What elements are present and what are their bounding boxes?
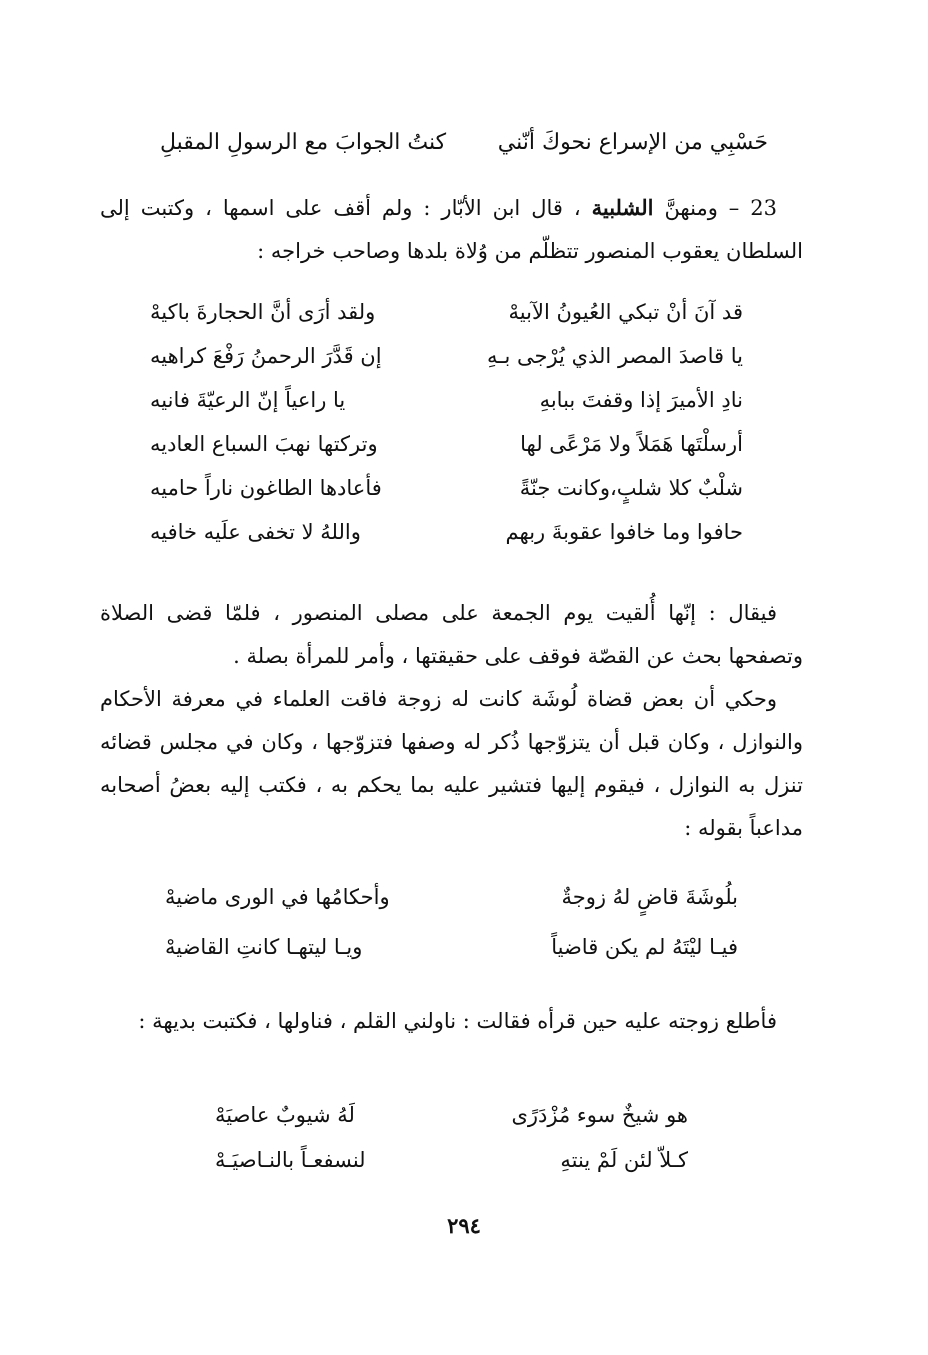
poem-line [150, 300, 743, 344]
hemistich-right: هو شيخٌ سوء مُزْدَرًى [511, 1103, 688, 1127]
hemistich-left: إن قَدَّرَ الرحمنُ رَفْعَ كراهيه [150, 344, 382, 368]
poem-line [150, 520, 743, 564]
poem-shilbiya [150, 300, 743, 564]
hemistich-right: فيـا ليْتَهُ لم يكن قاضياً [551, 935, 738, 959]
opening-verse [160, 132, 768, 154]
entry-number: 23 [750, 196, 777, 220]
hemistich-left: وتركتها نهبَ السباع العاديه [150, 432, 378, 456]
hemistich-left: لنسفعـاً بالنـاصيَـهْ [215, 1148, 366, 1172]
paragraph-wife-reply [100, 1000, 803, 1043]
hemistich-right: بلُوشَةَ قاضٍ لهُ زوجةٌ [561, 885, 738, 909]
hemistich-left: لَهُ شيوبٌ عاصيَهْ [215, 1103, 355, 1127]
hemistich-right: حافوا وما خافوا عقوبةَ ربهم [505, 520, 743, 544]
opening-verse-right: حَسْبِي من الإسراع نحوكَ أنّني [497, 130, 768, 155]
page-number: ٢٩٤ [447, 1213, 481, 1238]
hemistich-left: ولقد أرَى أنَّ الحجارةَ باكيهْ [150, 300, 376, 324]
poem-line [215, 1148, 688, 1193]
poem-line [150, 476, 743, 520]
hemistich-left: واللهُ لا تخفى علَيه خافيه [150, 520, 361, 544]
entry-name: الشلبية [591, 195, 654, 220]
entry-text: ، قال ابن الأبّار : ولم أقف على اسمها ، وكتبت إلى السلطان يعقوب المنصور تتظلّم من وُلاة بلدها وصاحب خراجه : [100, 196, 803, 263]
hemistich-right: أرسلْتَها هَمَلاً ولا مَرْعًى لها [520, 432, 743, 456]
hemistich-right: كـلاّ لئن لَمْ ينتهِ [560, 1148, 688, 1172]
hemistich-right: نادِ الأميرَ إذا وقفتَ ببابهِ [539, 388, 743, 412]
paragraph-lusha-judge: وحكي أن بعض قضاة لُوشَة كانت له زوجة فاقت العلماء في معرفة الأحكام والنوازل ، وكان قبل أن يتزوّجها ذُكر له وصفها فتزوّجها ، وكان في مجلس قضائه تنزل به النوازل ، فيقوم إليها فتشير عليه بما يحكم به ، فكتب إليه بعضُ أصحابه مداعباً بقوله : [100, 687, 803, 840]
poem-line [215, 1103, 688, 1148]
hemistich-left: فأعادها الطاغون ناراً حاميه [150, 476, 382, 500]
opening-verse-left: كنتُ الجوابَ مع الرسولِ المقبلِ [160, 130, 447, 155]
poem-wife [215, 1103, 688, 1193]
hemistich-left: ويـا ليتهـا كانتِ القاضيهْ [165, 935, 363, 959]
hemistich-right: يا قاصدَ المصر الذي يُرْجى بـهِ [487, 344, 743, 368]
hemistich-left: وأحكامُها في الورى ماضيهْ [165, 885, 390, 909]
paragraph-wife-reply-text: فأطلع زوجته عليه حين قرأه فقالت : ناولني القلم ، فناولها ، فكتبت بديهة : [138, 1009, 777, 1033]
entry-intro: – ومنهنَّ [664, 196, 740, 220]
poem-line [165, 885, 738, 935]
poem-line [150, 344, 743, 388]
paragraph-shilbiya [100, 186, 803, 273]
poem-line [150, 432, 743, 476]
paragraphs-middle [100, 592, 803, 850]
hemistich-right: شلْبٌ كلا شلبٍ،وكانت جنّةً [519, 476, 743, 500]
hemistich-left: يا راعياً إنّ الرعيّةَ فانيه [150, 388, 346, 412]
poem-lusha [165, 885, 738, 985]
poem-line [165, 935, 738, 985]
hemistich-right: قد آنَ أنْ تبكي العُيونُ الآبيهْ [508, 300, 743, 324]
paragraph-friday-prayer: فيقال : إنّها أُلقيت يوم الجمعة على مصلى المنصور ، فلمّا قضى الصلاة وتصفحها بحث عن القصّة فوقف على حقيقتها ، وأمر للمرأة بصلة . [100, 601, 803, 668]
poem-line [150, 388, 743, 432]
